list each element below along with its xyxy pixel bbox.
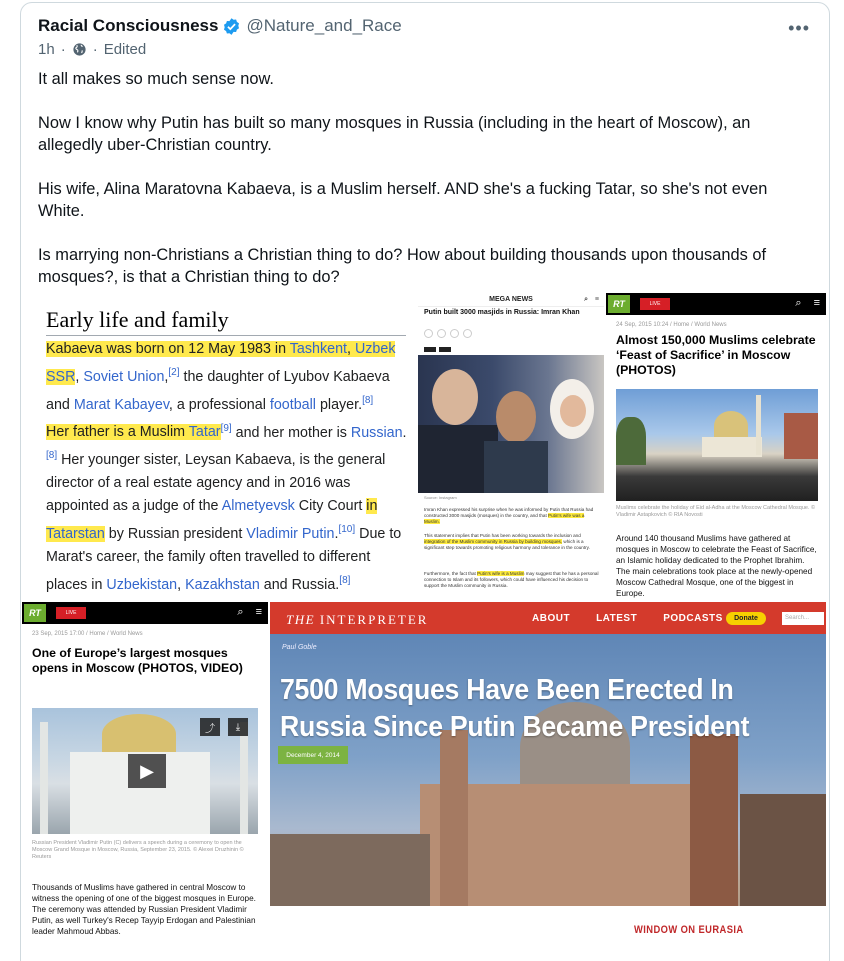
rt-photo-video[interactable] [32, 708, 258, 834]
nav-about: ABOUT [532, 613, 571, 624]
search-icon: ⌕ [795, 297, 802, 309]
window-on-eurasia-label: WINDOW ON EURASIA [634, 924, 744, 936]
rt-date: 24 Sep, 2015 10:24 / Home / World News [616, 322, 727, 328]
meta-separator: · [92, 41, 98, 58]
rt-caption: Russian President Vladimir Putin (C) delivers a speech during a ceremony to open the Moscow Grand Mosque in Moscow, Russia, September 23, 2015. © Alexei Druzhinin © Reuters [32, 840, 244, 860]
search-input: Search... [782, 612, 824, 625]
meganews-paragraph: Furthermore, the fact that Putin's wife is a Muslim may suggest that he has a personal connection to Islam and its followers, which could have influenced his decision to support the Muslim community in Russia. [424, 571, 599, 588]
interpreter-logo: THE INTERPRETER [286, 612, 429, 627]
rt-logo: RT [608, 295, 630, 313]
post-header [38, 16, 402, 36]
globe-icon [72, 42, 87, 57]
interpreter-nav [532, 613, 723, 624]
menu-icon: ≡ [594, 296, 599, 303]
search-icon: ⌕ [237, 606, 244, 618]
wiki-text: Kabaeva was born on 12 May 1983 in Tashkent, Uzbek SSR [46, 341, 396, 385]
live-badge: LIVE [56, 607, 86, 619]
rt-logo: RT [24, 604, 46, 622]
meganews-brand: MEGA NEWS [489, 296, 533, 303]
meganews-title: Putin built 3000 masjids in Russia: Imran Khan [424, 309, 580, 316]
rt-date: 23 Sep, 2015 17:00 / Home / World News [32, 631, 143, 637]
edited-label[interactable]: Edited [103, 41, 147, 58]
search-icon: ⌕ [584, 295, 588, 303]
meganews-topbar [418, 293, 604, 307]
display-name[interactable]: Racial Consciousness [38, 16, 219, 35]
meganews-paragraph: This statement implies that Putin has been working towards the inclusion and integration of the Muslim community in Russia by building mosques, which is a significant step towards promoting religious harmony and tolerance in the country. [424, 533, 590, 550]
rt-headline: One of Europe’s largest mosques opens in Moscow (PHOTOS, VIDEO) [32, 646, 243, 675]
attached-image-interpreter[interactable] [270, 602, 826, 958]
rt-caption: Muslims celebrate the holiday of Eid al-Adha at the Moscow Cathedral Mosque. © Vladimir Astapkovich © RIA Novosti [616, 505, 816, 518]
more-options-icon[interactable]: ••• [788, 18, 810, 38]
interpreter-topbar [270, 602, 826, 634]
article-author: Paul Goble [282, 644, 317, 651]
rt-paragraph: Around 140 thousand Muslims have gathered at mosques in Moscow to celebrate the Feast of Sacrifice, an Islamic holiday dedicated to the Prophet Ibrahim. The main celebrations took place at the newly-opened Moscow Cathedral Mosque, one of the biggest in Europe. [616, 534, 817, 598]
rt-topbar [606, 293, 826, 315]
attached-image-wiki[interactable] [22, 293, 414, 598]
attached-image-meganews[interactable] [418, 293, 604, 598]
post-paragraph: Is marrying non-Christians a Christian thing to do? How about building thousands upon thousands of mosques?, is that a Christian thing to do? [38, 246, 766, 286]
donate-button: Donate [726, 612, 766, 625]
post-text [38, 68, 808, 310]
rt-photo-mosque [616, 389, 818, 501]
download-icon[interactable]: ⤓ [228, 718, 248, 736]
share-icon[interactable]: ⤴ [200, 718, 220, 736]
rt-topbar [22, 602, 268, 624]
article-title: 7500 Mosques Have Been Erected In Russia Since Putin Became President [280, 674, 750, 743]
tag-chips [424, 347, 451, 352]
live-badge: LIVE [640, 298, 670, 310]
meganews-photo [418, 355, 604, 493]
rt-paragraph: Thousands of Muslims have gathered in central Moscow to witness the opening of one of the biggest mosques in Europe. The ceremony was attended by Russian President Vladimir Putin, as well Turkey's Recep Tayyip Erdogan and Palestinian leader Mahmoud Abbas. [32, 883, 256, 936]
verified-badge-icon [222, 17, 241, 36]
handle[interactable]: @Nature_and_Race [246, 16, 402, 35]
wiki-divider [46, 335, 406, 336]
post-time[interactable]: 1h [38, 41, 55, 58]
post-meta [38, 41, 146, 58]
attached-image-rt-mosque-opens[interactable] [22, 602, 268, 958]
article-date: December 4, 2014 [278, 746, 348, 764]
post-paragraph: Now I know why Putin has built so many mosques in Russia (including in the heart of Moscow), an allegedly uber-Christian country. [38, 114, 751, 154]
play-icon[interactable]: ▶ [128, 754, 166, 788]
attached-image-rt-feast[interactable] [606, 293, 826, 598]
wiki-heading: Early life and family [46, 307, 229, 332]
meganews-paragraph: Imran Khan expressed his surprise when he was informed by Putin that Russia had constructed 3000 masjids (mosques) in the country, and that Putin's wife was a Muslim. [424, 507, 594, 524]
post-paragraph: His wife, Alina Maratovna Kabaeva, is a Muslim herself. AND she's a fucking Tatar, so she's not even White. [38, 180, 768, 220]
meta-separator: · [60, 41, 66, 58]
menu-icon: ≡ [813, 297, 820, 309]
post-paragraph: It all makes so much sense now. [38, 70, 274, 88]
wiki-body: Kabaeva was born on 12 May 1983 in Tashkent, Uzbek SSR, Soviet Union,[2] the daughter of Lyubov Kabaeva and Marat Kabayev, a professional football player.[8] Her father is a Muslim Tatar[9] and her mother is Russian.[8] Her younger sister, Leysan Kabaeva, is the general director of a real estate agency and in 2016 was appointed as a judge of the Almetyevsk City Court in Tatarstan by Russian president Vladimir Putin.[10] Due to Marat's career, the family often travelled to different places in Uzbekistan, Kazakhstan and Russia.[8] [46, 341, 407, 593]
nav-podcasts: PODCASTS [663, 613, 723, 624]
menu-icon: ≡ [255, 606, 262, 618]
meganews-caption: Source: Instagram [424, 495, 457, 500]
share-icons [424, 329, 472, 338]
rt-headline: Almost 150,000 Muslims celebrate ‘Feast of Sacrifice’ in Moscow (PHOTOS) [616, 333, 816, 377]
nav-latest: LATEST [596, 613, 638, 624]
